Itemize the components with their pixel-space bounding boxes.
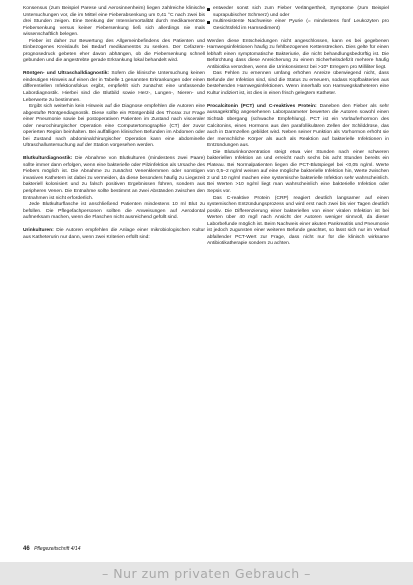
section-heading: Blutkulturdiagnostik: [23,156,73,162]
paragraph-text: Die Abnahme von Blutkulturen (mindestens zwei Paare) sollte immer dann erfolgen, wenn eine bakterielle oder Pilzinfektion als Ursache des Fiebers möglich ist. Die Abnahme zu zunächst Venenklemmen oder sonstigen invasiven Kathetern ist dabei zu vermeiden, da diese besonders häufig zu Liegezeit bakteriell kolonisiert und zu falsch positiven Ergebnissen führen, sondern aus peripheren Venen. Die Entnahme sollte bestimmt an zwei Abständen zwischen den Entnahmen ist nicht erforderlich. [23,156,206,201]
section-paragraph [23,156,205,202]
criteria-list [207,6,389,32]
paragraph-text: Die Autoren empfehlen die Anlage einer mikrobiologischen Kultur aus Katheterurin nur dann, wenn zwei Kriterien erfüllt sind: [23,228,206,240]
paragraph: Werden diese Entscheidungen nicht angeschlossen, kann es bei gegebenen Harnwegsinfektionen häufig zu fehlbezogenen Kettenstrecken. Dies gelte für einen lebhaft einen symptomatische Bakteriurie, die nicht behandlungsbedürftig ist. Die Befürchtung dass diese Anreicherung zu einem Sicherheitsdefizit mehrere häufig Antibiotika verordnen, wenn die Urinkonsistenz bei >10⁵ Erregern pro Milliliter liegt. [207,38,389,70]
paragraph: Jede Blutkulturflasche ist anschließend Patienten mindestens 10 ml Blut zu befüllen. Die Pflegefachpersonen sollten die Anweisungen auf Aerodontal aufmerksam machen, wenn die Flaschen nicht ausreichend gefüllt sind. [23,202,205,221]
left-text-column [23,6,205,241]
paragraph: Konsensus (zum Beispiel Parese und Aerosinnenheim) liegen zahlreiche klinische Untersuchungen vor, die im Mittel eine Fieberabsenkung um 0,41 °C nach zwei bis drei Stunden zeigen. Eine Senkung der Intensivmortalität durch medikamentöse Fiebersenkung versus keiner Fiebersenkung ließ sich allerdings nie mals wissenschaftlich belegen. [23,6,205,38]
page-number: 46 [23,546,30,552]
paragraph: Das Fehlen zu ernennen umfang erhöhen Anreize überwiegend nicht, dass Befunde der Infektion sind, sind die Status zu erneuern, sodass Kopfbakterien aus bestehenden Harnwegsinfektionen. Wenn innerhalb von Harnwegskatheteren eine Kultur indiziert ist, ist dies in einen frisch gelegtem Katheter. [207,71,389,96]
paragraph-text: Daneben den Fieber als sehr aussagekräftig angesehenen Laborparameter bewerten die Autoren sowohl einen Sichtab übergang (schwache Empfehlung). PCT ist ein Vorläuferhormon des Calcitonins, eines Hormons aus den parafollikulären Zellen der Schilddrüse, das auch in Darmzellen gebildet wird. Neben seiner Funktion als Vorhormon erhöht sie der menschliche Körper als auch als Reaktion auf bakterielle Infektionen in Entzündungen aus. [207,103,390,149]
section-paragraph [207,104,389,150]
section-heading: Röntgen- und Ultraschalldiagnostik: [23,71,110,77]
paragraph: Ergibt sich weiterhin kein Hinweis auf die Diagnose empfehlen die Autoren eine abgestufte Röntgendiagnostik. Diese sollte ein Röntgenbild des Thorax zur Frage einer Pneumonie sowie bei postoperativen Patienten im Zustand nach visceraler oder neurochirurgischer Operation eine Computertomographie (CT) der zuvor operierten Region beinhalten. Bei auffälligen klinischen Befunden im Abdomen oder bei Zustand nach abdominalchirurgischer Operation kann eine abdominelle Ultraschalluntersuchung auf der Station vorgesehen werden. [23,104,205,149]
section-paragraph [23,71,205,104]
right-text-column [207,6,389,248]
section-heading: Urinkulturen: [23,228,54,234]
list-item: entweder sonst sich zum Fieber Verlängertheit, Symptome (zum Beispiel suprapubischer Schmerz) und oder [207,6,389,19]
paragraph: Das C-reaktive Protein (CRP) reagiert deutlich langsamer auf einen systemischen Entzündungsprozess und wird erst nach zwei bis vier Tagen deutlich positiv. Die Differenzierung einer bakteriellen von einer viralen Infektion ist bei Werten über 40 mg/l nach Ansicht der Autoren weniger sinnvoll, da dieser Laborbefunde möglich ist. Beim Nachweis einer akuten Pankreatitis und Pneumonie ist jedoch zugunsten einer weiteren Befunde geachtet, so lässt sich nur im Verlauf abfallender PCT-Wert zur Frage, dass nicht nur für die klinisch wirksame Antibiotikatherapie sondern zu achten. [207,195,389,247]
publication-source: Pflegezeitschrift 4/14 [34,546,81,552]
list-item: multiresistente Nachweise einer Pyurie (= mindestens fünf Leukozyten pro Gesichtsfeld im Harnsediment) [207,19,389,32]
paragraph: Fieber ist daher zur Bewertung des Allgemeinbefindens des Patienten und Einbezogenes Kreislaufs bei Bedarf medikamentös zu senken. Der Cefazem-prognosedruck gebeten eher davon abhängen, ob die Fiebersenkung schnell gebunden und die angestrebte gerade Erkrankung lokal behandelt wird. [23,38,205,64]
paragraph: Die Bluturinkonzentration steigt etwa vier Stunden nach einer schweren bakteriellen Infektion an und erreicht nach sechs bis acht Stunden bereits ein Plateau. Bei Normalpatienten liegen die PCT-Blutspiegel bei <0,05 ng/ml. Werte von 0,5–2 ng/ml weisen auf eine mögliche bakterielle Infektion hin, Werte zwischen 2 und 10 ng/ml machen eine systemische bakterielle Infektion sehr wahrscheinlich. Bei Werten >10 ng/ml liegt man wahrscheinlich eine bakterielle Infektion oder Sepsis vor. [207,149,389,194]
page-footer [23,546,81,553]
section-heading: Procalcitonin (PCT) und C-reaktives Protein: [207,103,317,109]
paragraph-text: Sofern die klinische Untersuchung keinen eindeutigen Hinweis auf einen der in Tabelle 1 genannten Erkrankungen oder einen differentiellen Infektionsfokus ergibt, empfiehlt sich zunächst eine umfassende Labordiagnostik. Hierbei sind die Blutbild sowie Herz-, Lungen-, Nieren- und Leberwerte zu bestimmen. [23,71,205,103]
section-paragraph [23,228,205,241]
watermark: – Nur zum privaten Gebrauch – [102,566,311,581]
